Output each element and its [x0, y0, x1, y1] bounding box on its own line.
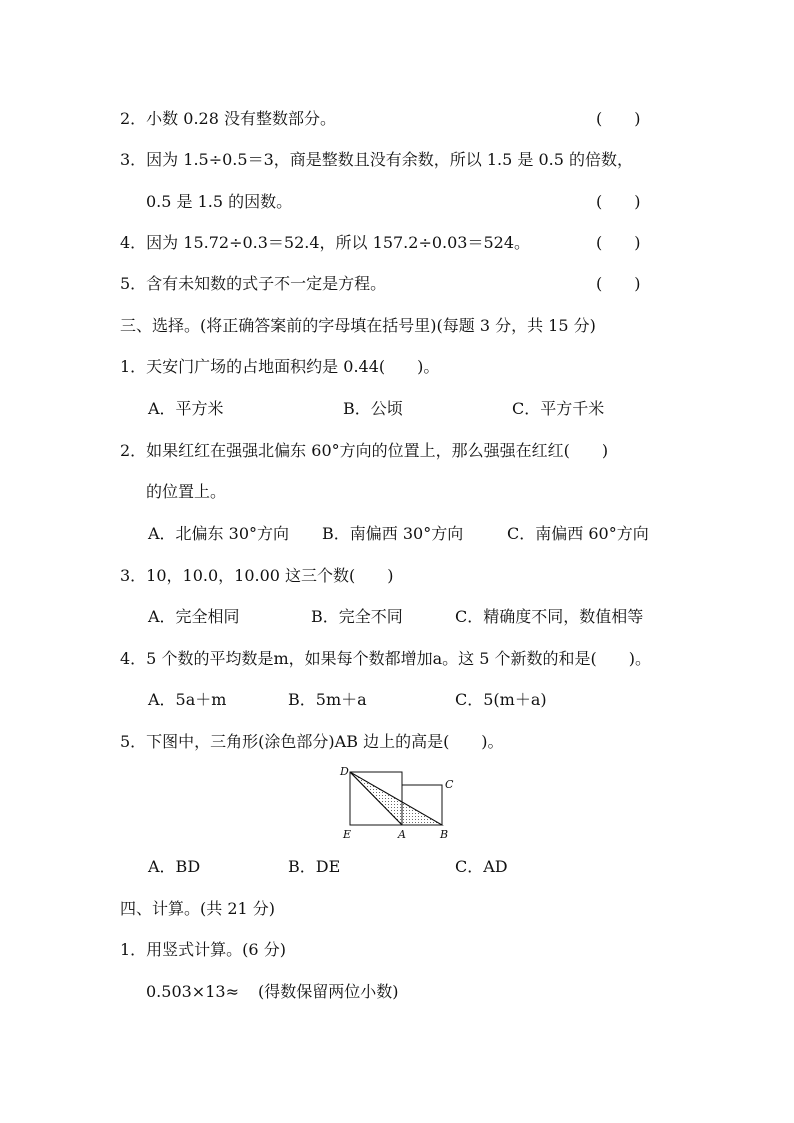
calc-q1-expression: 0.503×13≈	[146, 982, 239, 1001]
judge-q3-text-line1: 3．因为 1.5÷0.5＝3，商是整数且没有余数，所以 1.5 是 0.5 的倍数，	[120, 150, 633, 169]
choice-q2-text-line1: 2．如果红红在强强北偏东 60°方向的位置上，那么强强在红红( )	[120, 441, 609, 460]
choice-q2-option-c[interactable]: C．南偏西 60°方向	[507, 524, 649, 543]
choice-q5-option-b[interactable]: B．DE	[288, 857, 341, 876]
choice-q4-option-b[interactable]: B．5m＋a	[288, 690, 367, 709]
triangle-figure	[336, 764, 456, 844]
calc-q1-note: (得数保留两位小数)	[258, 982, 399, 1001]
choice-q5-option-c[interactable]: C．AD	[455, 857, 508, 876]
choice-q3-option-c[interactable]: C．精确度不同，数值相等	[455, 607, 644, 626]
choice-q4-option-a[interactable]: A．5a＋m	[148, 690, 227, 709]
judge-q3-answer-paren[interactable]: ( )	[596, 192, 641, 211]
label-b: B	[440, 828, 449, 841]
judge-q5-text: 5．含有未知数的式子不一定是方程。	[120, 274, 387, 293]
judge-q2-answer-paren[interactable]: ( )	[596, 109, 641, 128]
choice-q5-option-a[interactable]: A．BD	[148, 857, 201, 876]
choice-q2-option-b[interactable]: B．南偏西 30°方向	[322, 524, 464, 543]
label-c: C	[445, 778, 454, 791]
judge-q2-text: 2．小数 0.28 没有整数部分。	[120, 109, 336, 128]
section4-title: 四、计算。(共 21 分)	[120, 899, 276, 918]
calc-q1-text: 1．用竖式计算。(6 分)	[120, 940, 286, 959]
choice-q4-text: 4．5 个数的平均数是m，如果每个数都增加a。这 5 个新数的和是( )。	[120, 649, 651, 668]
label-a: A	[398, 828, 406, 841]
judge-q5-answer-paren[interactable]: ( )	[596, 274, 641, 293]
choice-q4-option-c[interactable]: C．5(m＋a)	[455, 690, 547, 709]
judge-q3-text-line2: 0.5 是 1.5 的因数。	[146, 192, 293, 211]
choice-q3-text: 3．10，10.0，10.00 这三个数( )	[120, 566, 394, 585]
choice-q5-text: 5．下图中，三角形(涂色部分)AB 边上的高是( )。	[120, 732, 504, 751]
section3-title: 三、选择。(将正确答案前的字母填在括号里)(每题 3 分，共 15 分)	[120, 316, 596, 335]
label-d: D	[340, 765, 349, 778]
choice-q1-option-a[interactable]: A．平方米	[148, 399, 224, 418]
choice-q1-option-c[interactable]: C．平方千米	[512, 399, 605, 418]
choice-q3-option-b[interactable]: B．完全不同	[311, 607, 403, 626]
choice-q1-text: 1．天安门广场的占地面积约是 0.44( )。	[120, 357, 440, 376]
label-e: E	[343, 828, 352, 841]
choice-q2-option-a[interactable]: A．北偏东 30°方向	[148, 524, 290, 543]
judge-q4-text: 4．因为 15.72÷0.3＝52.4，所以 157.2÷0.03＝524。	[120, 233, 531, 252]
choice-q2-text-line2: 的位置上。	[146, 482, 227, 501]
choice-q1-option-b[interactable]: B．公顷	[343, 399, 403, 418]
choice-q3-option-a[interactable]: A．完全相同	[148, 607, 240, 626]
judge-q4-answer-paren[interactable]: ( )	[596, 233, 641, 252]
